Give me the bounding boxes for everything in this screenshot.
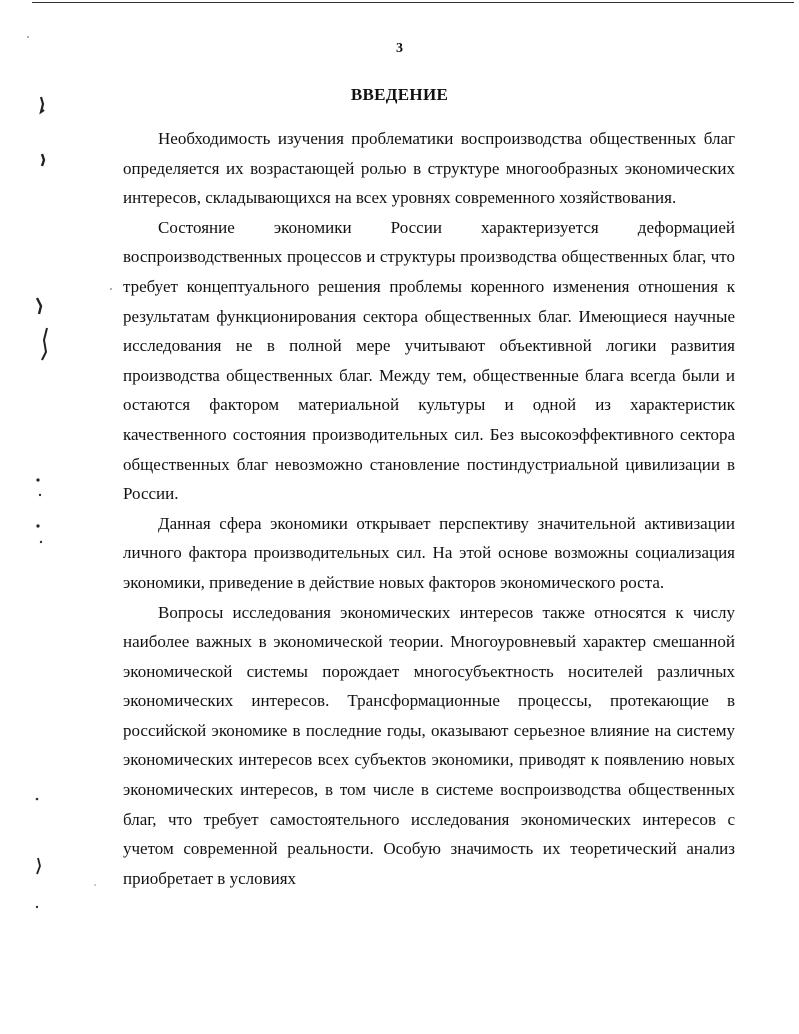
scan-mark [40, 541, 42, 543]
scan-mark [36, 478, 39, 481]
scan-mark [42, 328, 47, 360]
scan-mark [36, 798, 39, 801]
scan-mark [94, 884, 96, 886]
scan-mark [37, 298, 41, 314]
scan-mark [37, 858, 40, 874]
paragraph: Необходимость изучения проблематики воспроизводства общественных благ определяется их возрастающей ролью в структуре многообразных экономических интересов, складывающихся на всех уровнях современного хозяйствования. [123, 129, 735, 208]
body-text [123, 124, 735, 893]
scan-mark [36, 524, 39, 527]
page-top-edge [32, 2, 794, 3]
paragraph: Данная сфера экономики открывает перспективу значительной активизации личного фактора производительных сил. На этой основе возможны социализация экономики, приведение в действие новых факторов экономического роста. [123, 513, 735, 592]
scan-mark [27, 36, 29, 38]
section-heading: ВВЕДЕНИЕ [350, 85, 449, 104]
scan-mark [39, 494, 41, 496]
scan-mark [110, 288, 112, 290]
paragraph: Вопросы исследования экономических интересов также относятся к числу наиболее важных в экономической теории. Многоуровневый характер смешанной экономической системы порождает многосубъектность носителей различных экономических интересов. Трансформационные процессы, протекающие в российской экономике в последние годы, оказывают серьезное влияние на систему экономических интересов всех субъектов экономики, приводят к появлению новых экономических интересов, в том числе в системе воспроизводства общественных благ, что требует самостоятельного исследования экономических интересов с учетом современной реальности. Особую значимость их теоретический анализ приобретает в условиях [123, 602, 735, 888]
scan-mark [36, 906, 38, 908]
scan-mark [42, 154, 44, 166]
page-number: 3 [396, 41, 403, 56]
paragraph: Состояние экономики России характеризуется деформацией воспроизводственных процессов и структуры производства общественных благ, что требует концептуального решения проблемы коренного изменения отношения к результатам функционирования сектора общественных благ. Имеющиеся научные исследования не в полной мере учитывают объективной логики развития производства общественных благ. Между тем, общественные блага всегда были и остаются фактором материальной культуры и одной из характеристик качественного состояния производительных сил. Без высокоэффективного сектора общественных благ невозможно становление постиндустриальной цивилизации в России. [123, 217, 735, 504]
